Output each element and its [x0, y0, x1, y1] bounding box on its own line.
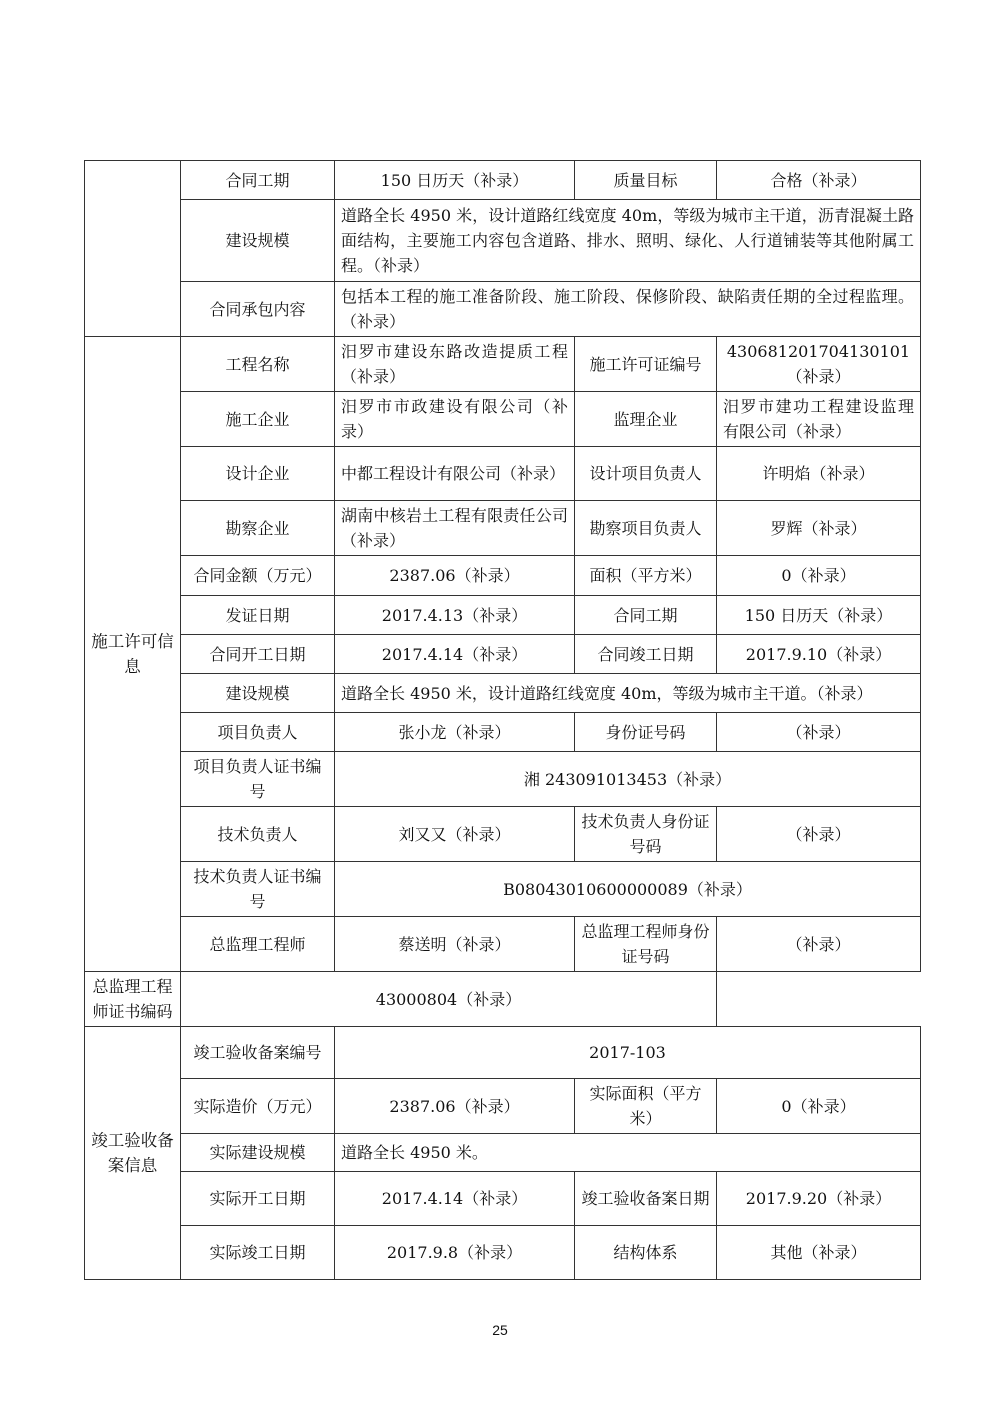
field-value: 罗辉（补录）: [717, 501, 921, 556]
table-row: [85, 447, 921, 501]
field-value: 2017.4.14（补录）: [335, 635, 575, 674]
field-value: 2017.9.8（补录）: [335, 1226, 575, 1280]
section-label-completion: 竣工验收备案信息: [85, 1027, 181, 1280]
field-value: 0（补录）: [717, 1079, 921, 1134]
field-value: 汨罗市市政建设有限公司（补录）: [335, 392, 575, 447]
field-label: 面积（平方米）: [575, 556, 717, 596]
table-row: [85, 501, 921, 556]
field-label: 合同金额（万元）: [181, 556, 335, 596]
field-value: 汨罗市建功工程建设监理有限公司（补录）: [717, 392, 921, 447]
field-label: 实际竣工日期: [181, 1226, 335, 1280]
field-label: 总监理工程师: [181, 917, 335, 972]
table-row: [85, 1226, 921, 1280]
field-value: 2387.06（补录）: [335, 1079, 575, 1134]
field-value: 蔡送明（补录）: [335, 917, 575, 972]
field-label: 设计项目负责人: [575, 447, 717, 501]
field-value: 湘 243091013453（补录）: [335, 752, 921, 807]
field-label: 竣工验收备案日期: [575, 1172, 717, 1226]
field-value: 道路全长 4950 米，设计道路红线宽度 40m，等级为城市主干道。（补录）: [335, 674, 921, 713]
field-label: 合同开工日期: [181, 635, 335, 674]
field-value: 43000804（补录）: [181, 972, 717, 1027]
field-label: 总监理工程师证书编码: [85, 972, 181, 1027]
field-label: 设计企业: [181, 447, 335, 501]
table-row: [85, 337, 921, 392]
field-label: 实际面积（平方米）: [575, 1079, 717, 1134]
table-row: [85, 807, 921, 862]
table-row: [85, 713, 921, 752]
field-label: 实际造价（万元）: [181, 1079, 335, 1134]
field-label: 建设规模: [181, 200, 335, 282]
table-row: [85, 674, 921, 713]
field-value: 许明焰（补录）: [717, 447, 921, 501]
field-label: 结构体系: [575, 1226, 717, 1280]
field-label: 竣工验收备案编号: [181, 1027, 335, 1079]
field-value: 2017.4.14（补录）: [335, 1172, 575, 1226]
field-label: 质量目标: [575, 161, 717, 200]
field-label: 实际建设规模: [181, 1134, 335, 1172]
field-label: 勘察项目负责人: [575, 501, 717, 556]
table-row: [85, 392, 921, 447]
field-value: 2017.9.10（补录）: [717, 635, 921, 674]
field-label: 总监理工程师身份证号码: [575, 917, 717, 972]
field-label: 建设规模: [181, 674, 335, 713]
field-label: 项目负责人: [181, 713, 335, 752]
field-value: 2387.06（补录）: [335, 556, 575, 596]
field-label: 合同工期: [181, 161, 335, 200]
field-value: B08043010600000089（补录）: [335, 862, 921, 917]
field-label: 工程名称: [181, 337, 335, 392]
field-value: （补录）: [717, 807, 921, 862]
field-label: 合同竣工日期: [575, 635, 717, 674]
table-row: [85, 1027, 921, 1079]
table-row: [85, 282, 921, 337]
field-value: 道路全长 4950 米，设计道路红线宽度 40m，等级为城市主干道，沥青混凝土路面结构，主要施工内容包含道路、排水、照明、绿化、人行道铺装等其他附属工程。（补录）: [335, 200, 921, 282]
field-label: 实际开工日期: [181, 1172, 335, 1226]
field-label: 合同工期: [575, 596, 717, 635]
field-label: 监理企业: [575, 392, 717, 447]
table-row: [85, 862, 921, 917]
table-row: [85, 1134, 921, 1172]
table-row: [85, 635, 921, 674]
table-row: [85, 200, 921, 282]
field-value: 150 日历天（补录）: [717, 596, 921, 635]
table-row: [85, 917, 921, 972]
table-row: [85, 1079, 921, 1134]
project-info-table: [84, 160, 921, 1280]
field-label: 发证日期: [181, 596, 335, 635]
table-row: [85, 1172, 921, 1226]
field-value: 0（补录）: [717, 556, 921, 596]
table-row: [85, 556, 921, 596]
section-label-permit: 施工许可信息: [85, 337, 181, 972]
field-value: 张小龙（补录）: [335, 713, 575, 752]
table-row: [85, 972, 921, 1027]
field-label: 技术负责人: [181, 807, 335, 862]
table-row: [85, 596, 921, 635]
field-label: 施工许可证编号: [575, 337, 717, 392]
field-value: 合格（补录）: [717, 161, 921, 200]
field-label: 技术负责人身份证号码: [575, 807, 717, 862]
field-value: 2017.9.20（补录）: [717, 1172, 921, 1226]
field-value: （补录）: [717, 713, 921, 752]
field-value: 中都工程设计有限公司（补录）: [335, 447, 575, 501]
field-value: 包括本工程的施工准备阶段、施工阶段、保修阶段、缺陷责任期的全过程监理。（补录）: [335, 282, 921, 337]
field-label: 施工企业: [181, 392, 335, 447]
field-value: 湖南中核岩土工程有限责任公司（补录）: [335, 501, 575, 556]
field-label: 身份证号码: [575, 713, 717, 752]
field-value: （补录）: [717, 917, 921, 972]
field-label: 技术负责人证书编号: [181, 862, 335, 917]
page-number: 25: [492, 1322, 508, 1338]
field-value: 430681201704130101（补录）: [717, 337, 921, 392]
table-row: [85, 752, 921, 807]
field-value: 2017.4.13（补录）: [335, 596, 575, 635]
field-label: 项目负责人证书编号: [181, 752, 335, 807]
field-value: 刘又又（补录）: [335, 807, 575, 862]
field-value: 汨罗市建设东路改造提质工程（补录）: [335, 337, 575, 392]
field-value: 其他（补录）: [717, 1226, 921, 1280]
field-label: 勘察企业: [181, 501, 335, 556]
field-value: 2017-103: [335, 1027, 921, 1079]
field-value: 道路全长 4950 米。: [335, 1134, 921, 1172]
table-row: [85, 161, 921, 200]
field-label: 合同承包内容: [181, 282, 335, 337]
field-value: 150 日历天（补录）: [335, 161, 575, 200]
section-label-contract: [85, 161, 181, 337]
